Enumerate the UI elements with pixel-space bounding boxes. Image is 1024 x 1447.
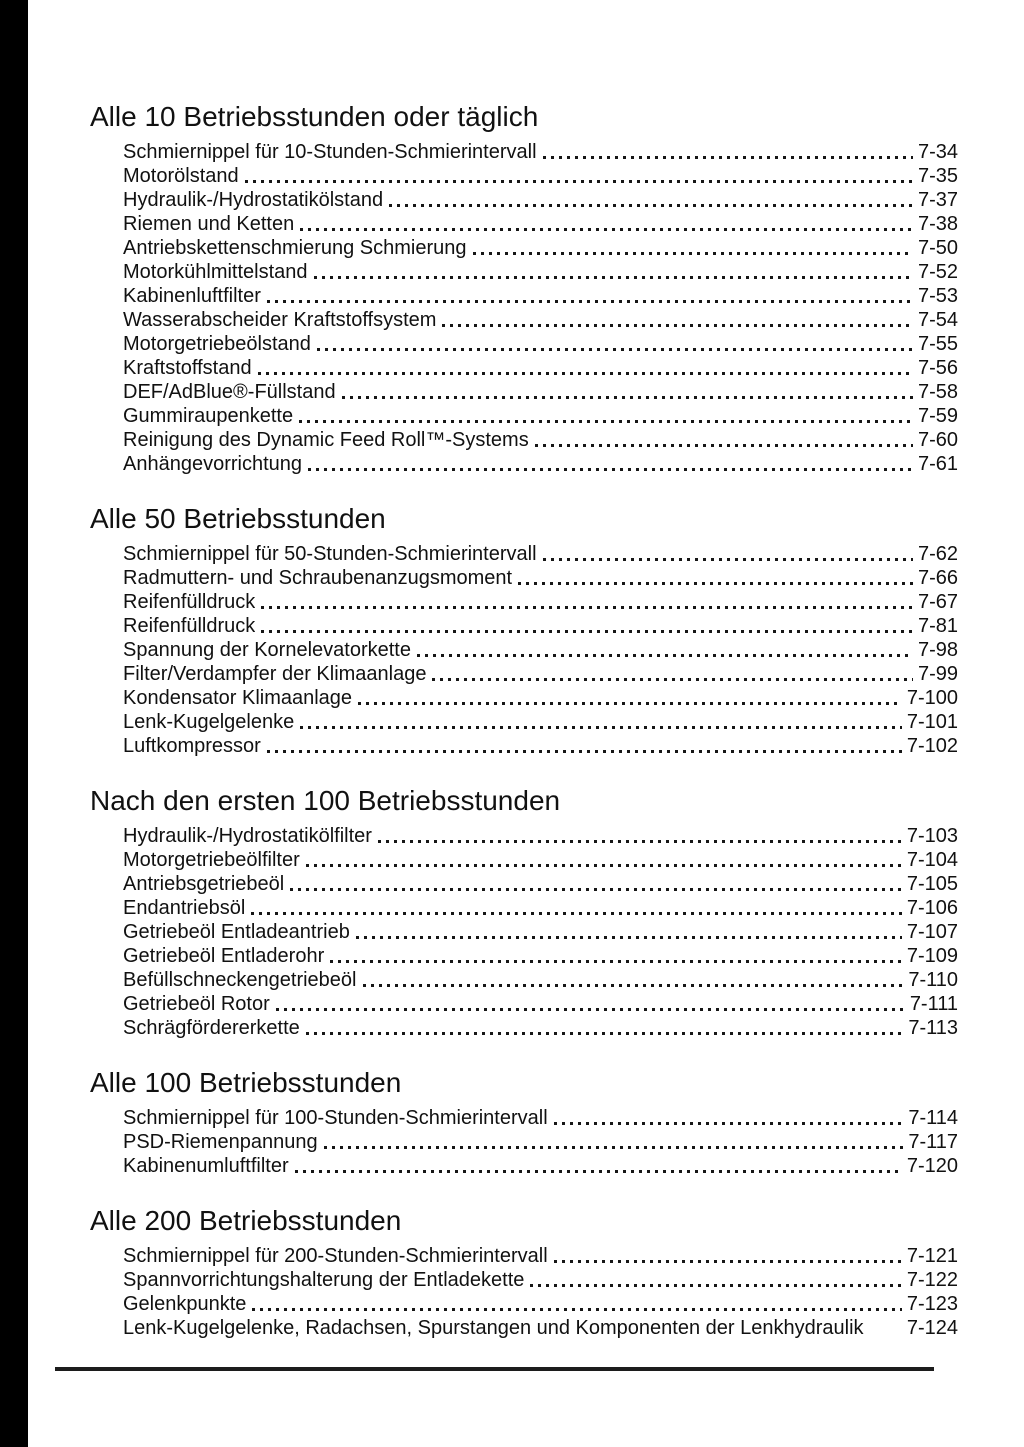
dot-leader: [363, 984, 904, 987]
toc-entry: [123, 380, 958, 404]
dot-leader: [543, 558, 913, 561]
toc-entry-label: Hydraulik-/Hydrostatikölstand: [123, 189, 384, 211]
toc-entry-page-number: 7-60: [917, 429, 958, 451]
toc: [28, 0, 1024, 1340]
toc-entry-page-number: 7-34: [917, 141, 958, 163]
toc-entry: [123, 1244, 958, 1268]
toc-entry-page-number: 7-109: [906, 945, 958, 967]
toc-entry-page-number: 7-61: [917, 453, 958, 475]
toc-entry-label: Motorkühlmittelstand: [123, 261, 308, 283]
toc-entry: [123, 284, 958, 308]
toc-entry-page-number: 7-66: [917, 567, 958, 589]
toc-entry-page-number: 7-101: [906, 711, 958, 733]
toc-entry-label: Schmiernippel für 50-Stunden-Schmierintervall: [123, 543, 537, 565]
toc-entry-label: Gelenkpunkte: [123, 1293, 247, 1315]
toc-entry-label: Getriebeöl Rotor: [123, 993, 270, 1015]
toc-entry: [123, 188, 958, 212]
toc-entry-page-number: 7-50: [917, 237, 958, 259]
toc-entry-label: Motorölstand: [123, 165, 239, 187]
toc-entry-page-number: 7-37: [917, 189, 958, 211]
dot-leader: [261, 630, 913, 633]
toc-entry-label: Anhängevorrichtung: [123, 453, 303, 475]
dot-leader: [245, 180, 913, 183]
toc-entry-label: Radmuttern- und Schraubenanzugsmoment: [123, 567, 513, 589]
toc-entry: [123, 944, 958, 968]
toc-section: [90, 1204, 958, 1340]
toc-entry-label: Gummiraupenkette: [123, 405, 294, 427]
toc-entry: [123, 212, 958, 236]
toc-entry-label: Schmiernippel für 200-Stunden-Schmierintervall: [123, 1245, 548, 1267]
toc-entry-label: Filter/Verdampfer der Klimaanlage: [123, 663, 427, 685]
toc-entry: [123, 1130, 958, 1154]
toc-entry: [123, 920, 958, 944]
toc-entry-page-number: 7-111: [909, 993, 958, 1015]
toc-entry: [123, 404, 958, 428]
toc-entry: [123, 260, 958, 284]
toc-entry: [123, 638, 958, 662]
dot-leader: [300, 726, 902, 729]
toc-entry: [123, 614, 958, 638]
dot-leader: [518, 582, 913, 585]
toc-entry-label: Getriebeöl Entladeantrieb: [123, 921, 350, 943]
toc-entry: [123, 1154, 958, 1178]
toc-entry-label: Befüllschneckengetriebeöl: [123, 969, 357, 991]
dot-leader: [389, 204, 913, 207]
toc-entry-page-number: 7-107: [906, 921, 958, 943]
toc-entry-label: Kabinenumluftfilter: [123, 1155, 289, 1177]
dot-leader: [299, 420, 913, 423]
toc-entry: [123, 734, 958, 758]
toc-entry-page-number: 7-35: [917, 165, 958, 187]
toc-entry-label: Spannvorrichtungshalterung der Entladekette: [123, 1269, 525, 1291]
toc-entry: [123, 236, 958, 260]
toc-entry-page-number: 7-67: [917, 591, 958, 613]
toc-entry-page-number: 7-100: [906, 687, 958, 709]
dot-leader: [432, 678, 912, 681]
section-title: Nach den ersten 100 Betriebsstunden: [90, 785, 561, 816]
toc-entry-page-number: 7-117: [908, 1131, 958, 1153]
toc-entry: [123, 968, 958, 992]
section-entries: [90, 1244, 958, 1340]
section-title: Alle 10 Betriebsstunden oder täglich: [90, 101, 539, 132]
toc-entry-label: Kabinenluftfilter: [123, 285, 261, 307]
dot-leader: [870, 1332, 902, 1335]
toc-entry: [123, 356, 958, 380]
toc-entry-page-number: 7-99: [917, 663, 958, 685]
dot-leader: [276, 1008, 905, 1011]
dot-leader: [330, 960, 902, 963]
toc-entry-label: DEF/AdBlue®-Füllstand: [123, 381, 336, 403]
dot-leader: [261, 606, 913, 609]
toc-entry-page-number: 7-110: [908, 969, 958, 991]
toc-entry-label: Antriebskettenschmierung Schmierung: [123, 237, 467, 259]
toc-section: [90, 502, 958, 758]
toc-entry-page-number: 7-123: [906, 1293, 958, 1315]
section-entries: [90, 824, 958, 1040]
dot-leader: [324, 1146, 904, 1149]
toc-entry: [123, 848, 958, 872]
toc-entry-page-number: 7-102: [906, 735, 958, 757]
dot-leader: [267, 300, 913, 303]
toc-entry-page-number: 7-56: [917, 357, 958, 379]
toc-entry-page-number: 7-103: [906, 825, 958, 847]
toc-entry: [123, 1292, 958, 1316]
toc-entry: [123, 140, 958, 164]
dot-leader: [554, 1122, 904, 1125]
toc-entry-label: Hydraulik-/Hydrostatikölfilter: [123, 825, 372, 847]
toc-entry-label: Schmiernippel für 100-Stunden-Schmierintervall: [123, 1107, 548, 1129]
toc-entry: [123, 590, 958, 614]
dot-leader: [290, 888, 902, 891]
toc-entry-page-number: 7-58: [917, 381, 958, 403]
toc-entry-page-number: 7-81: [917, 615, 958, 637]
dot-leader: [543, 156, 913, 159]
toc-entry-label: Spannung der Kornelevatorkette: [123, 639, 411, 661]
dot-leader: [306, 1032, 904, 1035]
toc-entry-label: Getriebeöl Entladerohr: [123, 945, 325, 967]
dot-leader: [308, 468, 913, 471]
toc-entry-page-number: 7-124: [906, 1317, 958, 1339]
dot-leader: [252, 1308, 901, 1311]
dot-leader: [295, 1170, 902, 1173]
toc-section: [90, 1066, 958, 1178]
toc-entry-page-number: 7-38: [917, 213, 958, 235]
toc-entry: [123, 428, 958, 452]
section-entries: [90, 542, 958, 758]
section-title: Alle 100 Betriebsstunden: [90, 1067, 402, 1098]
dot-leader: [535, 444, 913, 447]
toc-entry: [123, 686, 958, 710]
dot-leader: [300, 228, 913, 231]
toc-entry-label: Lenk-Kugelgelenke: [123, 711, 295, 733]
toc-entry-label: Riemen und Ketten: [123, 213, 295, 235]
toc-entry-page-number: 7-114: [908, 1107, 958, 1129]
dot-leader: [473, 252, 913, 255]
toc-entry-page-number: 7-53: [917, 285, 958, 307]
dot-leader: [378, 840, 902, 843]
toc-entry-page-number: 7-62: [917, 543, 958, 565]
toc-entry-page-number: 7-55: [917, 333, 958, 355]
dot-leader: [267, 750, 902, 753]
toc-entry-label: Kraftstoffstand: [123, 357, 252, 379]
toc-entry-page-number: 7-54: [917, 309, 958, 331]
toc-entry-page-number: 7-98: [917, 639, 958, 661]
toc-entry-label: Motorgetriebeölstand: [123, 333, 311, 355]
toc-entry-page-number: 7-52: [917, 261, 958, 283]
footer-rule: [55, 1367, 934, 1371]
toc-entry: [123, 308, 958, 332]
toc-entry-page-number: 7-59: [917, 405, 958, 427]
dot-leader: [342, 396, 913, 399]
toc-entry: [123, 542, 958, 566]
toc-entry: [123, 452, 958, 476]
dot-leader: [314, 276, 913, 279]
toc-entry-label: Reifenfülldruck: [123, 591, 256, 613]
toc-entry: [123, 332, 958, 356]
toc-entry: [123, 1106, 958, 1130]
dot-leader: [417, 654, 913, 657]
toc-entry-label: Motorgetriebeölfilter: [123, 849, 300, 871]
toc-entry-page-number: 7-120: [906, 1155, 958, 1177]
section-entries: [90, 140, 958, 476]
toc-entry: [123, 992, 958, 1016]
toc-entry-label: Schrägfördererkette: [123, 1017, 300, 1039]
dot-leader: [554, 1260, 902, 1263]
dot-leader: [251, 912, 902, 915]
toc-entry-page-number: 7-106: [906, 897, 958, 919]
toc-entry: [123, 662, 958, 686]
toc-entry: [123, 164, 958, 188]
section-entries: [90, 1106, 958, 1178]
dot-leader: [530, 1284, 901, 1287]
toc-entry: [123, 896, 958, 920]
toc-entry: [123, 566, 958, 590]
toc-section: [90, 100, 958, 476]
toc-entry-label: PSD-Riemenpannung: [123, 1131, 318, 1153]
toc-entry-label: Wasserabscheider Kraftstoffsystem: [123, 309, 437, 331]
toc-entry-label: Luftkompressor: [123, 735, 261, 757]
toc-entry-label: Antriebsgetriebeöl: [123, 873, 285, 895]
toc-entry: [123, 824, 958, 848]
toc-entry-label: Lenk-Kugelgelenke, Radachsen, Spurstangen und Komponenten der Lenkhydraulik: [123, 1317, 864, 1339]
toc-section: [90, 784, 958, 1040]
toc-entry: [123, 1016, 958, 1040]
toc-entry-page-number: 7-121: [906, 1245, 958, 1267]
toc-entry-page-number: 7-105: [906, 873, 958, 895]
page-edge-bar: [0, 0, 28, 1447]
section-title: Alle 50 Betriebsstunden: [90, 503, 386, 534]
toc-entry: [123, 872, 958, 896]
toc-entry-label: Reifenfülldruck: [123, 615, 256, 637]
toc-entry-page-number: 7-104: [906, 849, 958, 871]
dot-leader: [356, 936, 902, 939]
dot-leader: [358, 702, 902, 705]
toc-entry-label: Reinigung des Dynamic Feed Roll™-Systems: [123, 429, 529, 451]
toc-entry-label: Kondensator Klimaanlage: [123, 687, 353, 709]
toc-entry: [123, 1268, 958, 1292]
toc-entry: [123, 1316, 958, 1340]
dot-leader: [306, 864, 902, 867]
toc-entry-label: Schmiernippel für 10-Stunden-Schmierintervall: [123, 141, 537, 163]
dot-leader: [442, 324, 913, 327]
toc-entry-page-number: 7-122: [906, 1269, 958, 1291]
dot-leader: [317, 348, 913, 351]
section-title: Alle 200 Betriebsstunden: [90, 1205, 402, 1236]
toc-entry-page-number: 7-113: [908, 1017, 958, 1039]
toc-entry: [123, 710, 958, 734]
dot-leader: [258, 372, 913, 375]
toc-entry-label: Endantriebsöl: [123, 897, 246, 919]
